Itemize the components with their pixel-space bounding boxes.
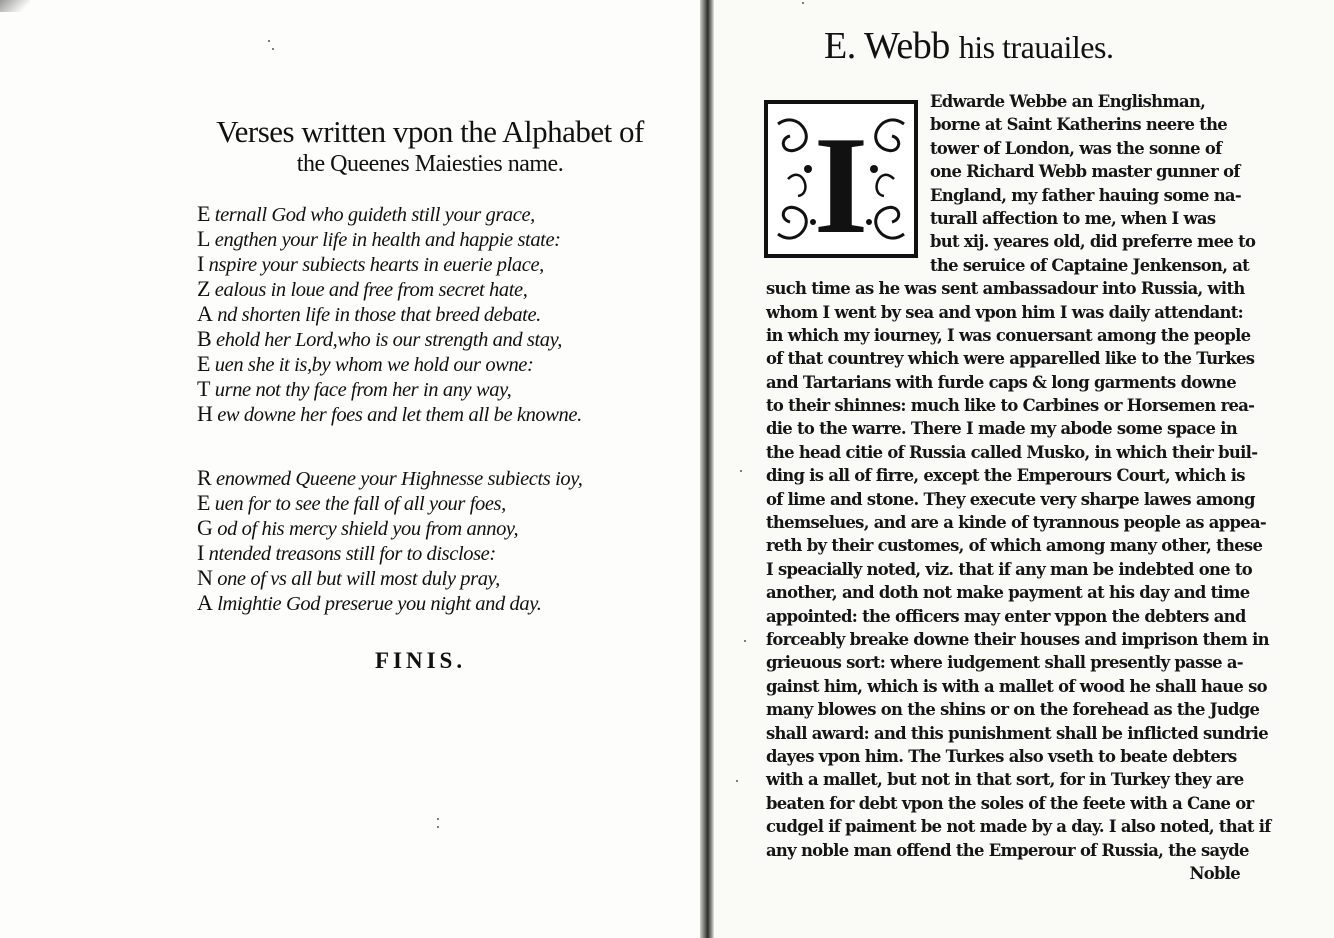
verse-text: ternall God who guideth still your grace,: [214, 204, 535, 226]
verse-line: [197, 352, 657, 377]
finis-mark: FINIS.: [375, 648, 467, 673]
verse-text: uen for to see the fall of all your foes,: [214, 493, 506, 515]
verses-title: [170, 116, 690, 180]
verse-text: enowmed Queene your Highnesse subiects ioy,: [216, 468, 583, 490]
body-line: shall award: and this punishment shall be inflicted sundrie: [766, 723, 1268, 743]
verse-line: [197, 252, 657, 277]
book-gutter: [700, 0, 714, 938]
acrostic-initial: A: [197, 590, 213, 615]
verse-text: lmightie God preserue you night and day.: [217, 593, 542, 615]
acrostic-initial: L: [197, 226, 211, 251]
body-line: of that countrey which were apparelled like to the Turkes: [766, 349, 1255, 369]
body-line: forceably breake downe their houses and imprison them in: [766, 629, 1269, 649]
verse-text: urne not thy face from her in any way,: [214, 379, 512, 401]
verse-text: nspire your subiects hearts in euerie place,: [208, 254, 544, 276]
body-line: turall affection to me, when I was: [930, 208, 1216, 228]
verse-text: ntended treasons still for to disclose:: [208, 543, 496, 565]
verse-line: [197, 377, 657, 402]
acrostic-initial: N: [197, 565, 213, 590]
body-line: but xij. yeares old, did preferre mee to: [930, 232, 1256, 252]
body-line: ding is all of firre, except the Emperours Court, which is: [766, 466, 1245, 486]
body-line: gainst him, which is with a mallet of wood he shall haue so: [766, 676, 1267, 696]
acrostic-initial: B: [197, 326, 212, 351]
body-line: die to the warre. There I made my abode some space in: [766, 419, 1238, 439]
body-line: reth by their customes, of which among many other, these: [766, 536, 1263, 556]
body-line: many blowes on the shins or on the forehead as the Judge: [766, 700, 1260, 720]
travels-body-text: [766, 90, 1271, 885]
body-line: themselues, and are a kinde of tyrannous people as appea-: [766, 513, 1266, 533]
acrostic-initial: E: [197, 201, 211, 226]
travels-title: [824, 24, 1113, 68]
body-line: tower of London, was the sonne of: [930, 138, 1222, 158]
body-line: of lime and stone. They execute very sharpe lawes among: [766, 489, 1255, 509]
verse-line: [197, 541, 657, 566]
verse-line: [197, 227, 657, 252]
body-line: grieuous sort: where iudgement shall presently passe a-: [766, 653, 1243, 673]
body-line: England, my father hauing some na-: [930, 185, 1241, 205]
verse-text: ew downe her foes and let them all be knowne.: [217, 404, 582, 426]
body-line: with a mallet, but not in that sort, for in Turkey they are: [766, 770, 1244, 790]
body-line: the seruice of Captaine Jenkenson, at: [930, 255, 1250, 275]
body-line: such time as he was sent ambassadour into Russia, with: [766, 279, 1245, 299]
verse-text: ealous in loue and free from secret hate,: [214, 279, 528, 301]
verse-text: engthen your life in health and happie state:: [214, 229, 561, 251]
verses-title-line1: Verses written vpon the Alphabet of: [216, 114, 644, 149]
verse-line: [197, 202, 657, 227]
acrostic-initial: E: [197, 490, 211, 515]
acrostic-initial: H: [197, 401, 213, 426]
verse-text: od of his mercy shield you from annoy,: [217, 518, 519, 540]
body-line: in which my iourney, I was conuersant among the people: [766, 325, 1251, 345]
acrostic-stanza-regina: [197, 466, 657, 616]
acrostic-stanza-elizabeth: [197, 202, 657, 427]
verse-text: nd shorten life in those that breed debate.: [217, 304, 541, 326]
body-line: another, and doth not make payment at his day and time: [766, 583, 1250, 603]
acrostic-initial: R: [197, 465, 212, 490]
verse-line: [197, 402, 657, 427]
acrostic-initial: I: [197, 251, 204, 276]
body-line: dayes vpon him. The Turkes also vseth to beate debters: [766, 746, 1237, 766]
body-line: appointed: the officers may enter vppon the debters and: [766, 606, 1246, 626]
acrostic-initial: T: [197, 376, 211, 401]
verse-line: [197, 566, 657, 591]
verse-line: [197, 466, 657, 491]
verse-line: [197, 302, 657, 327]
body-line: beaten for debt vpon the soles of the feete with a Cane or: [766, 793, 1254, 813]
verse-line: [197, 491, 657, 516]
verse-line: [197, 327, 657, 352]
body-line: borne at Saint Katherins neere the: [930, 115, 1228, 135]
verse-text: ehold her Lord,who is our strength and stay,: [216, 329, 562, 351]
verse-line: [197, 277, 657, 302]
body-line: and Tartarians with furde caps & long garments downe: [766, 372, 1236, 392]
acrostic-initial: A: [197, 301, 213, 326]
body-line: Edwarde Webbe an Englishman,: [930, 92, 1206, 111]
body-line: any noble man offend the Emperour of Russia, the sayde: [766, 840, 1249, 860]
body-line: whom I went by sea and vpon him I was daily attendant:: [766, 302, 1243, 322]
verse-text: one of vs all but will most duly pray,: [217, 568, 500, 590]
catchword: Noble: [1189, 863, 1240, 883]
body-line: one Richard Webb master gunner of: [930, 162, 1240, 182]
travels-title-rest: his trauailes.: [958, 29, 1114, 65]
body-line: to their shinnes: much like to Carbines or Horsemen rea-: [766, 396, 1255, 416]
initial-letter: I: [813, 108, 869, 254]
body-line: cudgel if paiment be not made by a day. I also noted, that if: [766, 817, 1271, 837]
body-line: the head citie of Russia called Musko, in which their buil-: [766, 442, 1258, 462]
verses-title-line2: the Queenes Maiesties name.: [296, 151, 564, 177]
acrostic-initial: G: [197, 515, 213, 540]
acrostic-initial: E: [197, 351, 211, 376]
verse-line: [197, 591, 657, 616]
acrostic-initial: Z: [197, 276, 211, 301]
verse-line: [197, 516, 657, 541]
scan-corner-mark: [0, 0, 30, 12]
travels-title-name: E. Webb: [824, 25, 950, 67]
acrostic-initial: I: [197, 540, 204, 565]
verse-text: uen she it is,by whom we hold our owne:: [214, 354, 534, 376]
body-line: I speacially noted, viz. that if any man be indebted one to: [766, 559, 1252, 579]
